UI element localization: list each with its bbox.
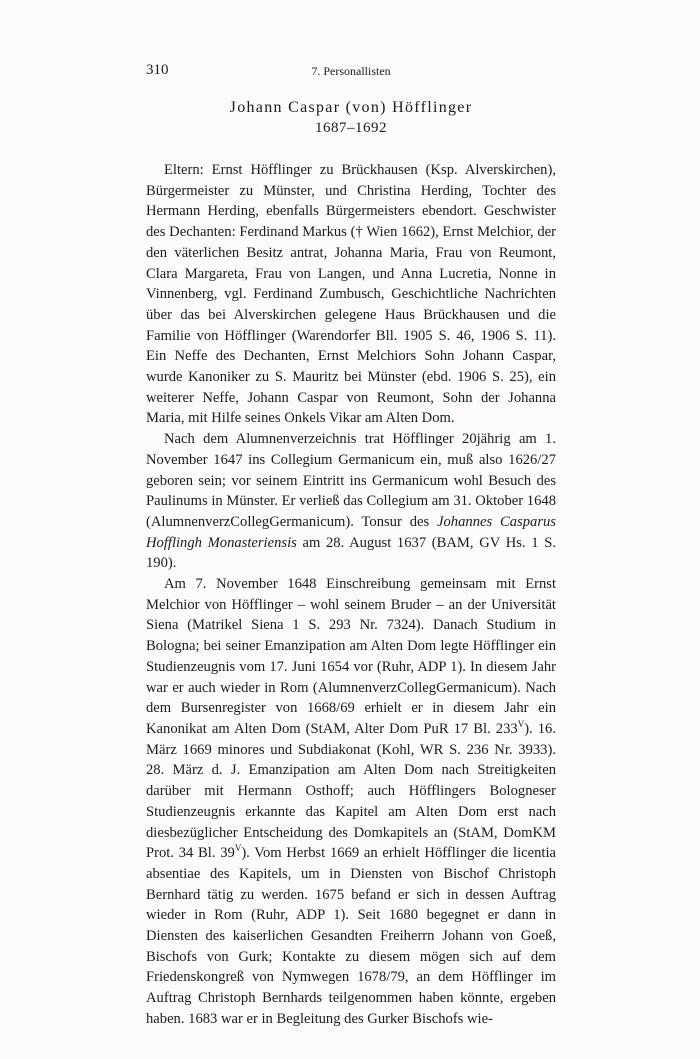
entry-heading xyxy=(146,97,556,138)
paragraph-alumni xyxy=(146,429,556,574)
verso-superscript-1: V xyxy=(517,719,525,730)
paragraph-career xyxy=(146,574,556,1029)
paragraph-parents xyxy=(146,160,556,429)
running-head: 7. Personallisten xyxy=(311,64,391,78)
paragraph-career-text-b: ). 16. März 1669 minores und Subdiakonat (Kohl, WR S. 236 Nr. 3933). 28. März d. J. Emanzipation am Alten Dom nach Streitigkeiten darüber mit Hermann Osthoff; auch Höfflingers Bologneser Studienzeugnis erkannte das Kapitel am Alten Dom erst nach diesbezüglicher Entscheidung des Domkapitels an (StAM, DomKM Prot. 34 Bl. 39 xyxy=(146,720,556,862)
paragraph-career-text-a: Am 7. November 1648 Einschreibung gemeinsam mit Ernst Melchior von Höfflinger – wohl seinem Bruder – an der Universität Siena (Matrikel Siena 1 S. 293 Nr. 7324). Danach Studium in Bologna; bei seiner Emanzipation am Alten Dom legte Höfflinger ein Studienzeugnis vom 17. Juni 1654 vor (Ruhr, ADP 1). In diesem Jahr war er auch wieder in Rom (AlumnenverzCollegGermanicum). Nach dem Bursenregister von 1668/69 erhielt er in diesem Jahr ein Kanonikat am Alten Dom (StAM, Alter Dom PuR 17 Bl. 233 xyxy=(146,576,556,737)
verso-superscript-2: V xyxy=(234,843,242,854)
paragraph-parents-text: Eltern: Ernst Höfflinger zu Brückhausen (Ksp. Alverskirchen), Bürgermeister zu Münster, und Christina Herding, Tochter des Hermann Herding, ebenfalls Bürgermeisters ebendort. Geschwister des Dechanten: Ferdinand Markus († Wien 1662), Ernst Melchior, der den väterlichen Besitz antrat, Johanna Maria, Frau von Reumont, Clara Margareta, Frau von Langen, und Anna Lucretia, Nonne in Vinnenberg, vgl. Ferdinand Zumbusch, Geschichtliche Nachrichten über das bei Alverskirchen gelegene Haus Brückhausen und die Familie von Höfflinger (Warendorfer Bll. 1905 S. 46, 1906 S. 11). Ein Neffe des Dechanten, Ernst Melchiors Sohn Johann Caspar, wurde Kanoniker zu S. Mauritz bei Münster (ebd. 1906 S. 25), ein weiterer Neffe, Johann Caspar von Reumont, Sohn der Johanna Maria, mit Hilfe seines Onkels Vikar am Alten Dom. xyxy=(146,162,556,427)
paragraph-alumni-text-b: am 28. August 1637 (BAM, GV Hs. 1 S. 190). xyxy=(146,534,556,572)
entry-title: Johann Caspar (von) Höfflinger xyxy=(229,99,473,116)
entry-years: 1687–1692 xyxy=(315,120,387,136)
paragraph-alumni-text-a: Nach dem Alumnenverzeichnis trat Höfflinger 20jährig am 1. November 1647 ins Collegium Germanicum ein, muß also 1626/27 geboren sein; vor seinem Eintritt ins Germanicum wohl Besuch des Paulinums in Münster. Er verließ das Collegium am 31. Oktober 1648 (AlumnenverzCollegGermanicum). Tonsur des xyxy=(146,431,556,530)
tonsure-name-italic: Johannes Casparus Hofflingh Monasteriensis xyxy=(146,513,556,551)
body-text xyxy=(146,160,556,1030)
paragraph-career-text-c: ). Vom Herbst 1669 an erhielt Höfflinger die licentia absentiae des Kapitels, um in Diensten von Bischof Christoph Bernhard tätig zu werden. 1675 befand er sich in dessen Auftrag wieder in Rom (Ruhr, ADP 1). Seit 1680 begegnet er dann in Diensten des kaiserlichen Gesandten Freiherrn Johann von Goeß, Bischofs von Gurk; Kontakte zu diesem mögen sich auf dem Friedenskongreß von Nymwegen 1678/79, an dem Höfflinger im Auftrag Christoph Bernhards teilgenommen haben könnte, ergeben haben. 1683 war er in Begleitung des Gurker Bischofs wie- xyxy=(146,845,556,1027)
page-number: 310 xyxy=(146,62,169,78)
page-header xyxy=(146,62,556,84)
